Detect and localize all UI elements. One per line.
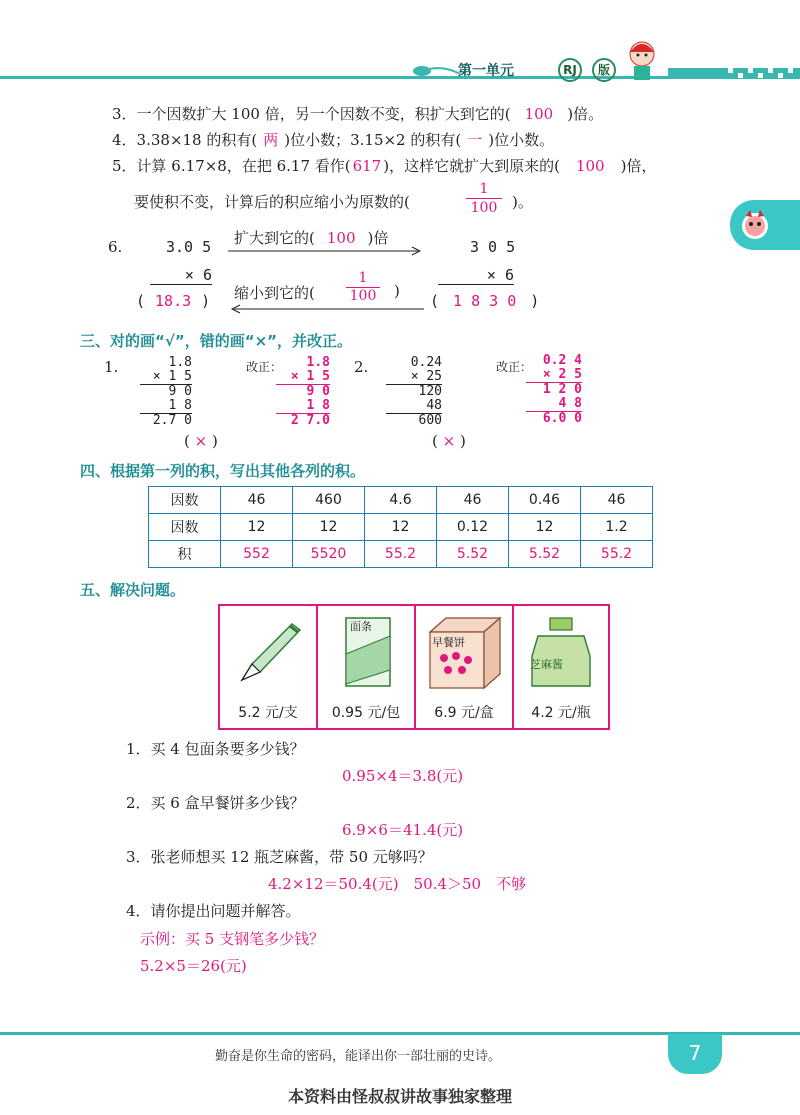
header-checker-icon — [668, 62, 800, 80]
fountain-pen-icon — [234, 616, 304, 688]
section-5-title: 五、解决问题。 — [80, 581, 186, 599]
q4-answer-a: 两 — [263, 131, 279, 149]
mascot-icon — [738, 208, 772, 242]
fix-line: 0.2 4 — [542, 353, 582, 368]
s5-question-4: 4．请你提出问题并解答。 — [126, 902, 301, 920]
q6-bottom-fraction — [346, 270, 380, 305]
product-biscuit — [416, 606, 514, 728]
table-cell-answer: 552 — [221, 541, 293, 568]
product-noodles — [318, 606, 416, 728]
s3-item1-fix-label: 改正： — [246, 360, 283, 374]
q3-answer: 100 — [524, 105, 554, 123]
table-cell: 1.2 — [581, 514, 653, 541]
question-5 — [112, 155, 656, 176]
q6-right-answer: 1 8 3 0 — [453, 292, 517, 310]
s5-question-2: 2．买 6 盒早餐饼多少钱？ — [126, 794, 305, 812]
q6-top-answer: 100 — [326, 229, 356, 247]
calc-line: × 1 5 — [140, 370, 192, 385]
q6-frac-den: 100 — [346, 287, 380, 305]
s3-item2-mark: ( × ) — [432, 432, 466, 450]
table-cell: 460 — [293, 487, 365, 514]
table-cell-answer: 55.2 — [581, 541, 653, 568]
q6-right-result: ( 1 8 3 0 ) — [430, 292, 540, 310]
q5-text-c: )倍， — [620, 157, 657, 175]
calc-line: 9 0 — [168, 384, 192, 399]
s3-item2-number: 2. — [354, 358, 369, 376]
table-row — [149, 541, 653, 568]
table-cell: 46 — [437, 487, 509, 514]
q5-text-b: )，这样它就扩大到原来的( — [383, 157, 560, 175]
s5-question-3: 3．张老师想买 12 瓶芝麻酱，带 50 元够吗？ — [126, 848, 433, 866]
sesame-tag: 芝麻酱 — [530, 658, 563, 671]
s3-item2-calc — [386, 356, 442, 428]
q6-left-top: 3.0 5 — [166, 238, 212, 256]
calc-line: 1 8 — [140, 399, 192, 414]
pen-price: 5.2 元/支 — [238, 705, 298, 721]
biscuit-box-icon — [426, 614, 504, 692]
s5-answer-4-solution: 5.2×5＝26(元) — [140, 957, 247, 975]
s3-item2-fix-label: 改正： — [496, 360, 533, 374]
product-panel — [218, 604, 610, 730]
biscuit-price: 6.9 元/盒 — [434, 705, 494, 721]
header-swoosh-icon — [412, 62, 462, 78]
row-label: 积 — [149, 541, 221, 568]
rj-badge: RJ — [558, 58, 582, 82]
s5-answer-1: 0.95×4＝3.8(元) — [342, 767, 464, 785]
q5-answer-a: 617 — [352, 157, 382, 175]
table-cell-answer: 5.52 — [509, 541, 581, 568]
table-cell: 0.12 — [437, 514, 509, 541]
question-3 — [112, 103, 603, 124]
q6-left-multiplier: × 6 — [150, 266, 212, 285]
q5-frac-den: 100 — [466, 198, 502, 217]
page-number: 7 — [668, 1034, 722, 1074]
s5-answer-2: 6.9×6＝41.4(元) — [342, 821, 464, 839]
table-cell: 12 — [509, 514, 581, 541]
q5-text-a: 5．计算 6.17×8，在把 6.17 看作( — [112, 157, 351, 175]
right-arrow-icon — [228, 246, 424, 256]
sesame-price: 4.2 元/瓶 — [531, 705, 591, 721]
calc-line: 1.8 — [168, 355, 192, 370]
table-cell: 0.46 — [509, 487, 581, 514]
unit-title: 第一单元 — [458, 63, 514, 79]
calc-line: 0.24 — [410, 355, 442, 370]
s3-item2-fix — [526, 354, 582, 426]
calc-line: 2.7 0 — [152, 413, 192, 428]
q6-top-text-b: )倍 — [367, 229, 389, 247]
fix-line: 2 7.0 — [290, 413, 330, 428]
table-cell: 46 — [581, 487, 653, 514]
q3-end: )倍。 — [567, 105, 604, 123]
q6-right-multiplier: × 6 — [438, 266, 514, 285]
table-row — [149, 514, 653, 541]
table-cell: 4.6 — [365, 487, 437, 514]
q6-top-text-a: 扩大到它的( — [234, 229, 315, 247]
q6-left-answer: 18.3 — [155, 292, 192, 310]
s3-item1-number: 1. — [104, 358, 119, 376]
s3-item1-mark: ( × ) — [184, 432, 218, 450]
s3-item1-fix — [276, 356, 330, 428]
source-note: 本资料由怪叔叔讲故事独家整理 — [287, 1087, 512, 1106]
q6-number: 6. — [108, 238, 123, 256]
table-cell: 12 — [365, 514, 437, 541]
calc-line: × 25 — [386, 370, 442, 385]
table-cell-answer: 5.52 — [437, 541, 509, 568]
q5-fraction — [466, 180, 502, 217]
calc-line: 600 — [418, 413, 442, 428]
sesame-jar-icon — [528, 616, 594, 692]
table-cell-answer: 55.2 — [365, 541, 437, 568]
q3-text: 3．一个因数扩大 100 倍，另一个因数不变，积扩大到它的( — [112, 105, 511, 123]
table-cell: 12 — [293, 514, 365, 541]
fix-line: × 1 5 — [276, 370, 330, 385]
q5-line2-end: )。 — [512, 193, 533, 211]
s3-item1-calc — [140, 356, 192, 428]
table-row — [149, 487, 653, 514]
q6-top-arrow-label — [234, 227, 388, 248]
q6-frac-num: 1 — [358, 270, 368, 286]
q6-left-result: ( 18.3 ) — [136, 292, 211, 310]
section-4-title: 四、根据第一列的积，写出其他各列的积。 — [80, 462, 366, 480]
fix-line: 4 8 — [526, 397, 582, 412]
edition-badge: 版 — [592, 58, 616, 82]
fix-line: 1.8 — [306, 355, 330, 370]
q6-right-top: 3 0 5 — [470, 238, 516, 256]
question-4 — [112, 129, 554, 150]
q4-text-a: 4．3.38×18 的积有( — [112, 131, 258, 149]
row-label: 因数 — [149, 514, 221, 541]
fix-line: 6.0 0 — [542, 411, 582, 426]
left-arrow-icon — [228, 304, 424, 314]
row-label: 因数 — [149, 487, 221, 514]
q4-text-b: )位小数；3.15×2 的积有( — [284, 131, 462, 149]
q6-bottom-text-b: ) — [394, 282, 400, 300]
q4-text-c: )位小数。 — [488, 131, 555, 149]
s5-question-1: 1．买 4 包面条要多少钱？ — [126, 740, 305, 758]
noodle-price: 0.95 元/包 — [331, 705, 401, 721]
question-5-line2 — [134, 191, 410, 212]
product-pen — [220, 606, 318, 728]
footer-motto: 勤奋是你生命的密码，能译出你一部壮丽的史诗。 — [215, 1049, 502, 1064]
q6-bottom-text-a: 缩小到它的( — [234, 284, 315, 302]
table-cell-answer: 5520 — [293, 541, 365, 568]
q5-line2-text: 要使积不变，计算后的积应缩小为原数的( — [134, 193, 410, 211]
fix-line: 1 2 0 — [542, 382, 582, 397]
table-cell: 46 — [221, 487, 293, 514]
cartoon-girl-icon — [618, 36, 670, 84]
q5-answer-b: 100 — [575, 157, 605, 175]
calc-line: 120 — [418, 384, 442, 399]
product-table — [148, 486, 653, 568]
noodle-tag: 面条 — [350, 620, 372, 633]
q5-frac-num: 1 — [479, 181, 489, 197]
fix-line: 1 8 — [276, 399, 330, 414]
s5-answer-4-example: 示例：买 5 支钢笔多少钱？ — [140, 930, 325, 948]
q4-answer-b: 一 — [467, 131, 483, 149]
s5-answer-3: 4.2×12＝50.4(元) 50.4＞50 不够 — [268, 875, 527, 893]
table-cell: 12 — [221, 514, 293, 541]
fix-line: × 2 5 — [526, 368, 582, 383]
fix-line: 9 0 — [306, 384, 330, 399]
section-3-title: 三、对的画“√”，错的画“×”，并改正。 — [80, 332, 353, 350]
biscuit-tag: 早餐饼 — [432, 636, 465, 649]
product-sesame — [514, 606, 608, 728]
calc-line: 48 — [386, 399, 442, 414]
